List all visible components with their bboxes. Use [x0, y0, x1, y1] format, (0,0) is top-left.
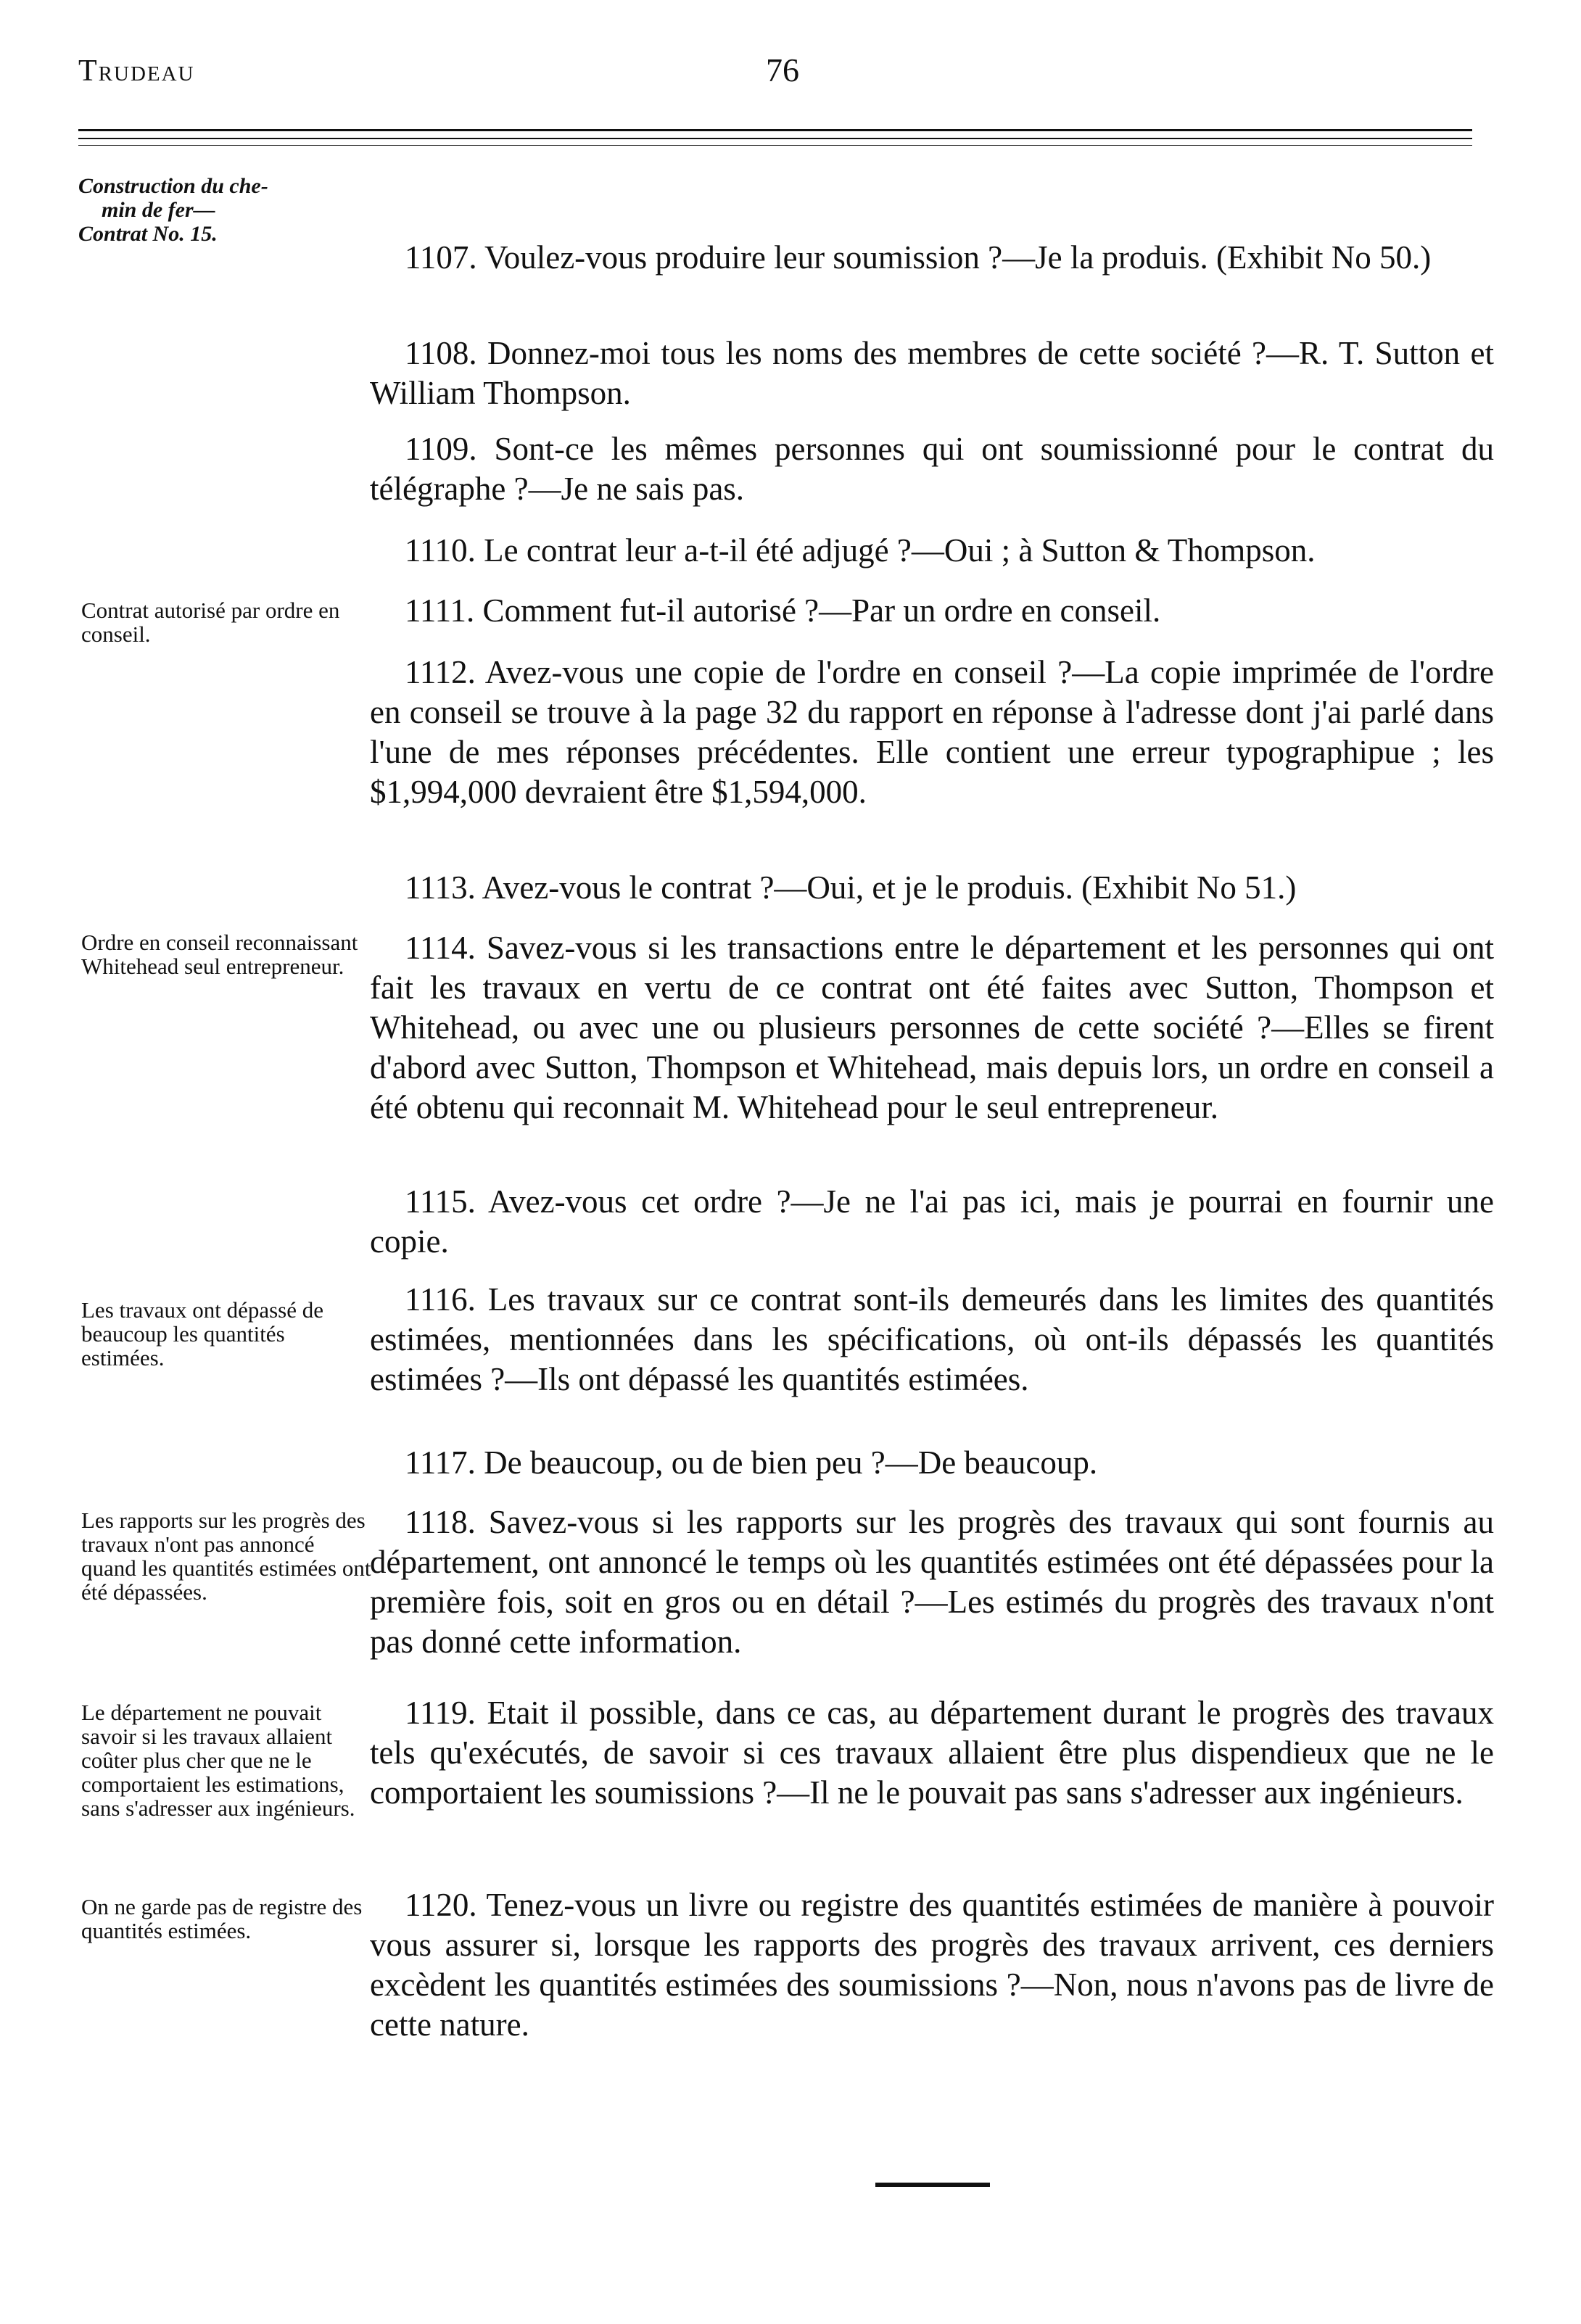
margin-note: Les rapports sur les progrès des travaux n'ont pas annoncé quand les quantités estimées ont été dépassées.: [81, 1508, 371, 1605]
margin-note: Ordre en conseil reconnaissant Whitehead seul entrepreneur.: [81, 930, 358, 979]
running-head: Trudeau: [78, 54, 195, 88]
question-text: 1113. Avez-vous le contrat ?—Oui, et je le produis. (Exhibit No 51.): [405, 869, 1297, 906]
question-1111: [370, 591, 1494, 631]
section-note-line: min de fer—: [102, 198, 215, 222]
question-1112: [370, 653, 1494, 812]
question-1114: [370, 928, 1494, 1128]
section-note-line: Construction du che-: [78, 174, 268, 198]
header-rule: [78, 138, 1472, 139]
question-1119: [370, 1693, 1494, 1813]
question-1118: [370, 1502, 1494, 1662]
end-rule: [875, 2183, 990, 2187]
margin-note: Les travaux ont dépassé de beaucoup les quantités estimées.: [81, 1297, 323, 1370]
header-rule: [78, 129, 1472, 131]
page-header: [78, 45, 1472, 103]
question-text: 1109. Sont-ce les mêmes personnes qui ont soumissionné pour le contrat du télégraphe ?—Je ne sais pas.: [370, 431, 1494, 507]
question-1117: [370, 1443, 1494, 1483]
question-1107: [370, 238, 1494, 278]
section-note: [78, 174, 383, 246]
question-text: 1114. Savez-vous si les transactions entre le département et les personnes qui ont fait les travaux en vertu de ce contrat ont été faites avec Sutton, Thompson et Whitehead, ou avec une ou plusieurs personnes de cette société ?—Elles se firent d'abord avec Sutton, Thompson et Whitehead, mais depuis lors, un ordre en conseil a été obtenu qui reconnait M. Whitehead pour le seul entrepreneur.: [370, 930, 1494, 1125]
question-text: 1118. Savez-vous si les rapports sur les progrès des travaux qui sont fournis au département, ont annoncé le temps où les quantités estimées ont été dépassées pour la première fois, soit en gros ou en détail ?—Les estimés du progrès des travaux n'ont pas donné cette information.: [370, 1504, 1494, 1660]
question-1113: [370, 868, 1494, 908]
question-text: 1108. Donnez-moi tous les noms des membres de cette société ?—R. T. Sutton et William Thompson.: [370, 335, 1494, 411]
margin-note: Contrat autorisé par ordre en conseil.: [81, 597, 340, 647]
header-rule: [78, 145, 1472, 146]
section-note-line: Contrat No. 15.: [78, 222, 218, 246]
margin-note: Le département ne pouvait savoir si les travaux allaient coûter plus cher que ne le comportaient les estimations, sans s'adresser aux ingénieurs.: [81, 1700, 355, 1821]
page-number: 76: [766, 51, 799, 88]
question-text: 1115. Avez-vous cet ordre ?—Je ne l'ai pas ici, mais je pourrai en fournir une copie.: [370, 1183, 1494, 1260]
question-text: 1112. Avez-vous une copie de l'ordre en conseil ?—La copie imprimée de l'ordre en conseil se trouve à la page 32 du rapport en réponse à l'adresse dont j'ai parlé dans l'une de mes réponses précédentes. Elle contient une erreur typographipue ; les $1,994,000 devraient être $1,594,000.: [370, 654, 1494, 810]
margin-note: On ne garde pas de registre des quantités estimées.: [81, 1894, 363, 1943]
question-text: 1116. Les travaux sur ce contrat sont-ils demeurés dans les limites des quantités estimées, mentionnées dans les spécifications, où ont-ils dépassés les quantités estimées ?—Ils ont dépassé les quantités estimées.: [370, 1281, 1494, 1397]
question-text: 1111. Comment fut-il autorisé ?—Par un ordre en conseil.: [405, 592, 1161, 629]
question-1116: [370, 1280, 1494, 1399]
question-1120: [370, 1885, 1494, 2045]
question-text: 1119. Etait il possible, dans ce cas, au département durant le progrès des travaux tels qu'exécutés, de savoir si ces travaux allaient être plus dispendieux que ne le comportaient les soumissions ?—Il ne le pouvait pas sans s'adresser aux ingénieurs.: [370, 1695, 1494, 1811]
question-text: 1120. Tenez-vous un livre ou registre des quantités estimées de manière à pouvoir vous assurer si, lorsque les rapports des progrès des travaux arrivent, ces derniers excèdent les quantités estimées des soumissions ?—Non, nous n'avons pas de livre de cette nature.: [370, 1887, 1494, 2043]
question-text: 1110. Le contrat leur a-t-il été adjugé ?—Oui ; à Sutton & Thompson.: [405, 532, 1316, 568]
question-1115: [370, 1182, 1494, 1262]
question-1109: [370, 429, 1494, 509]
question-text: 1117. De beaucoup, ou de bien peu ?—De beaucoup.: [405, 1444, 1098, 1481]
question-1110: [370, 531, 1494, 571]
question-1108: [370, 334, 1494, 413]
question-text: 1107. Voulez-vous produire leur soumission ?—Je la produis. (Exhibit No 50.): [405, 239, 1432, 276]
